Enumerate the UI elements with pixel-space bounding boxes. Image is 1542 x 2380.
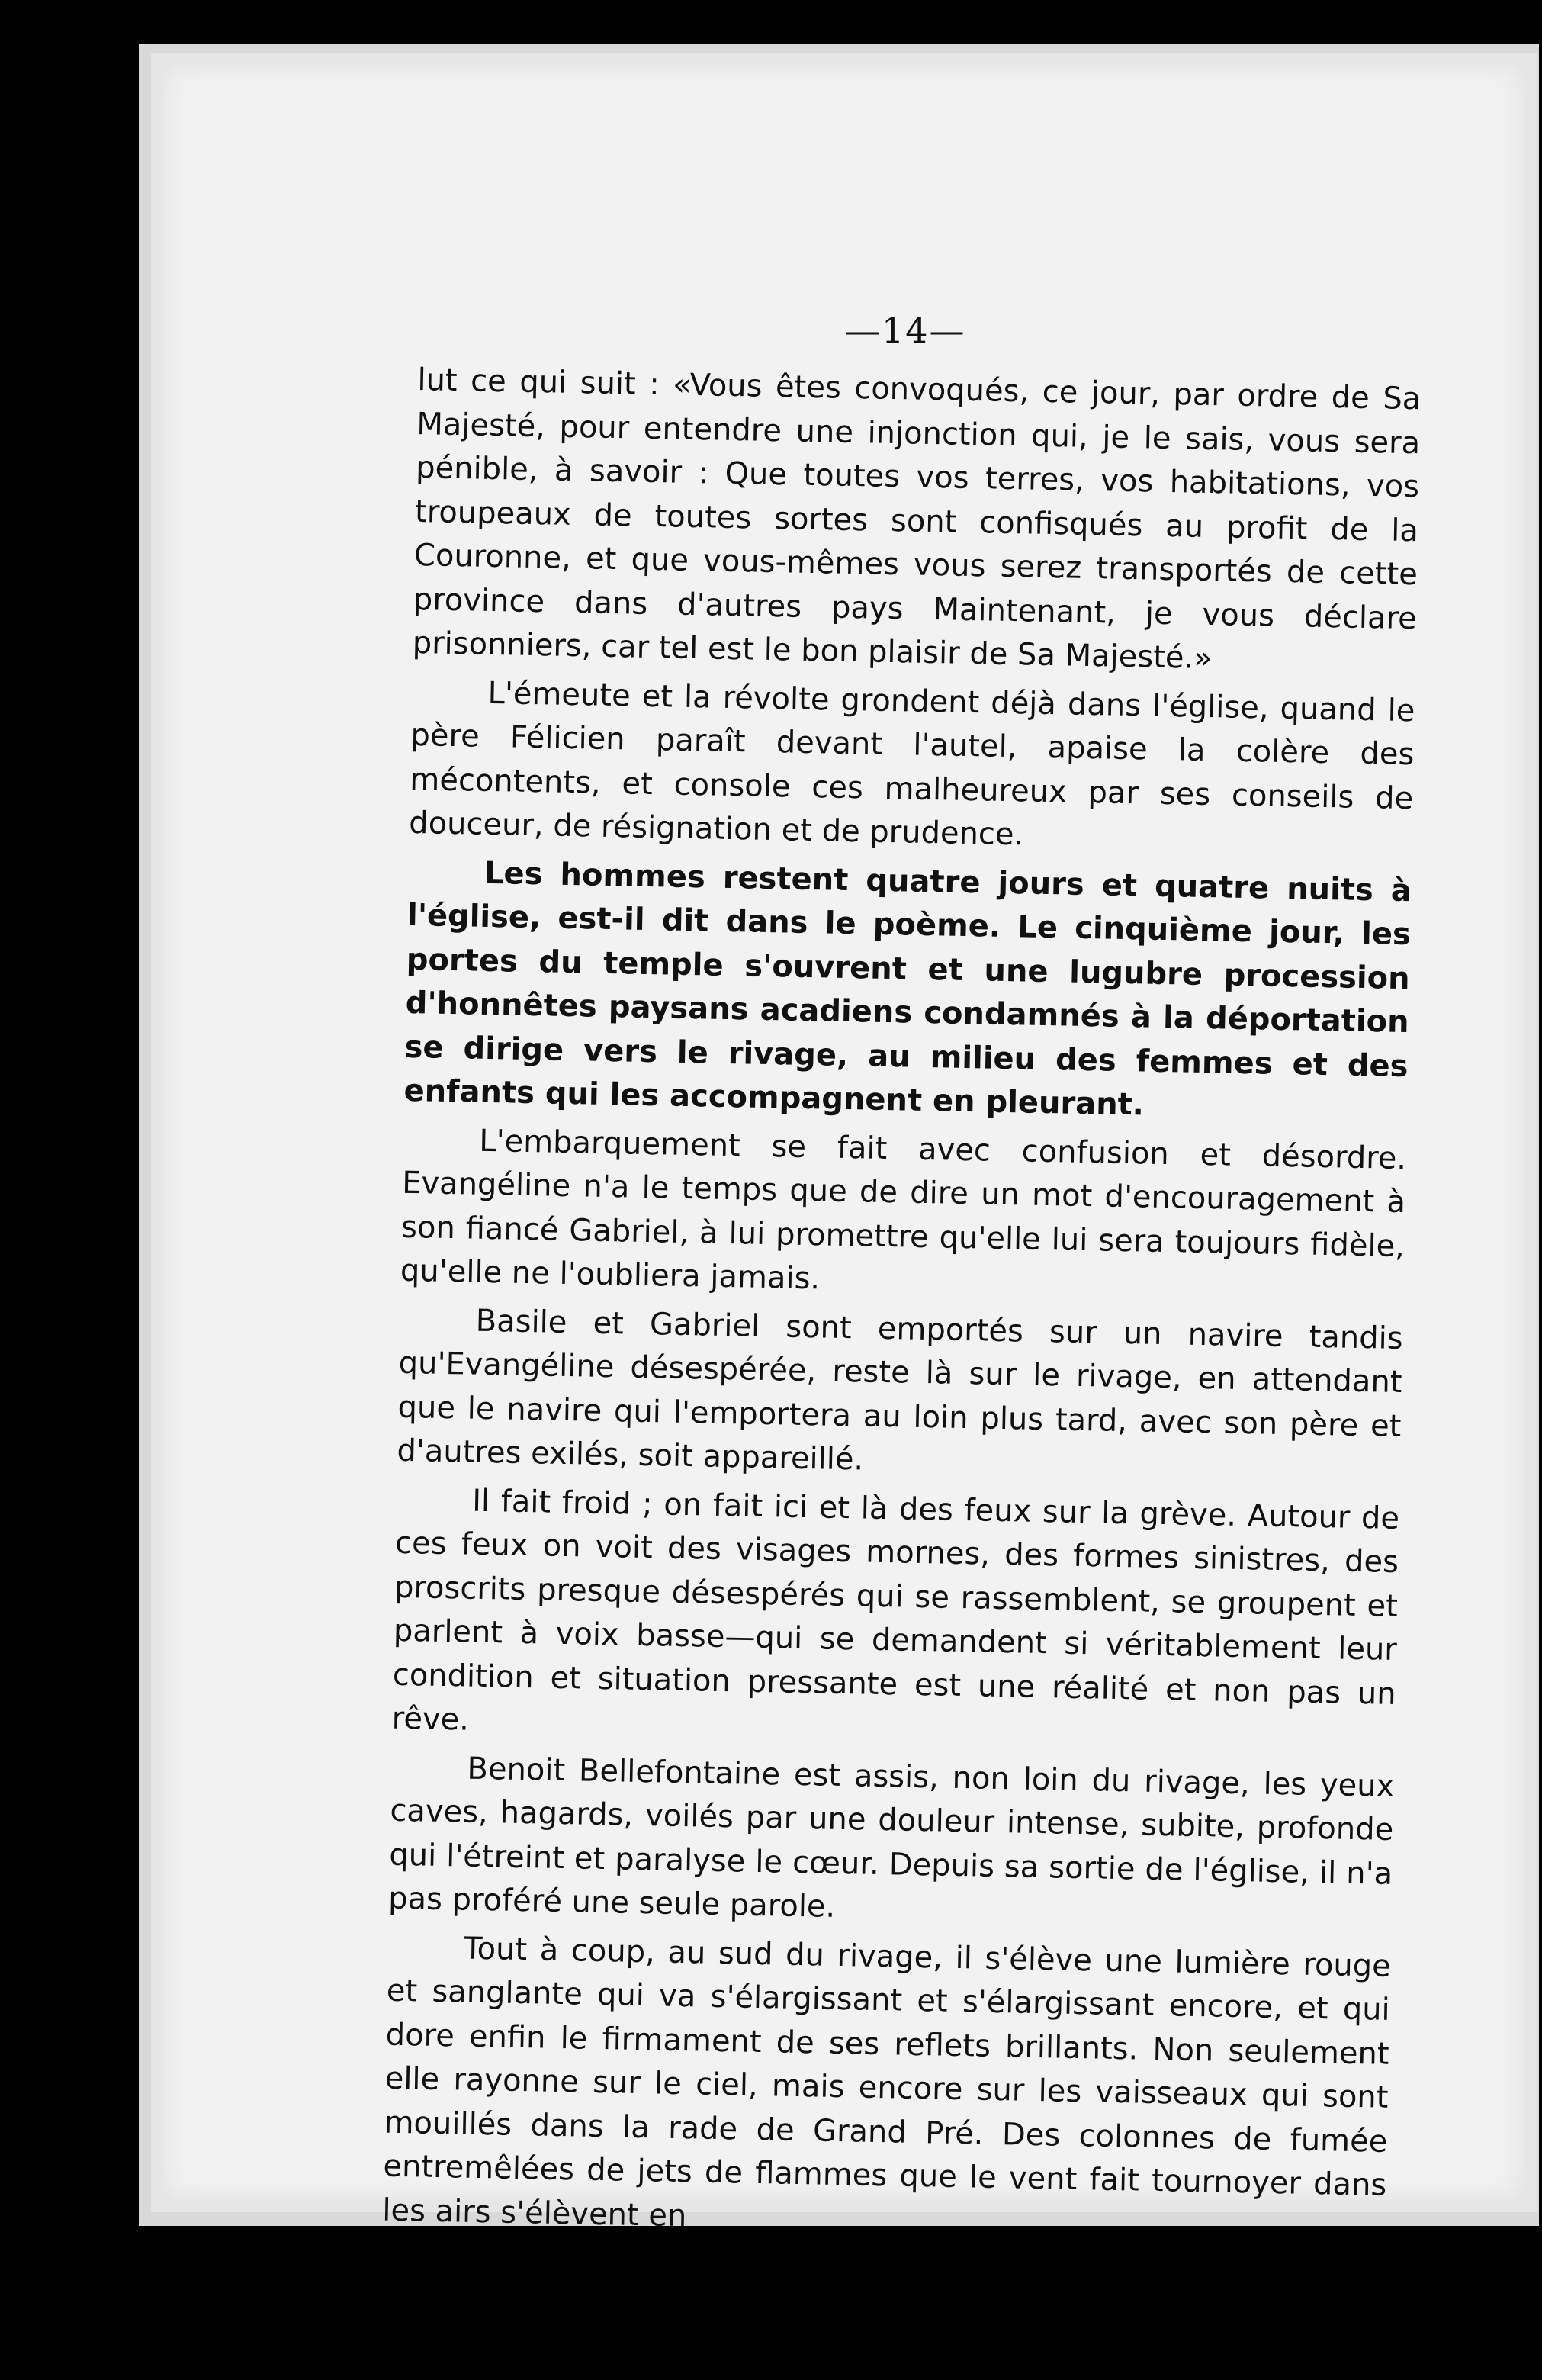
paragraph-1: lut ce qui suit : «Vous êtes convoqués, ce jour, par ordre de Sa Majesté, pour entendre une injonction qui, je le sais, vous sera pénible, à savoir : Que toutes vos terres, vos habitations, vos troupeaux de toutes sortes sont confisqués au profit de la Couronne, et que vous-mêmes vous serez transportés de cette province dans d'autres pays Maintenant, je vous déclare prisonniers, car tel est le bon plaisir de Sa Majesté.» [412, 362, 1422, 677]
paragraph-6: Il fait froid ; on fait ici et là des feux sur la grève. Autour de ces feux on voit des visages mornes, des formes sinistres, des proscrits presque désespérés qui se rassemblent, se groupent et parlent à voix basse—qui se demandent si véritablement leur condition et situation pressante est une réalité et non pas un rêve. [391, 1483, 1400, 1738]
paragraph-3: Les hommes restent quatre jours et quatre nuits à l'église, est-il dit dans le poème. Le cinquième jour, les portes du temple s'ouvrent et une lugubre procession d'honnêtes paysans acadiens condamnés à la déportation se dirige vers le rivage, au milieu des femmes et des enfants qui les accompagnent en pleurant. [403, 855, 1412, 1123]
paragraph-2: L'émeute et la révolte grondent déjà dans l'église, quand le père Félicien paraît devant l'autel, apaise la colère des mécontents, et console ces malheureux par ses conseils de douceur, de résignation et de prudence. [408, 675, 1415, 853]
body-text [382, 359, 1422, 2256]
paragraph-5: Basile et Gabriel sont emportés sur un navire tandis qu'Evangéline désespérée, reste là sur le rivage, en attendant que le navire qui l'emportera au loin plus tard, avec son père et d'autres exilés, soit appareillé. [397, 1303, 1404, 1478]
paragraph-7: Benoit Bellefontaine est assis, non loin du rivage, les yeux caves, hagards, voilés par une douleur intense, subite, profonde qui l'étreint et paralyse le cœur. Depuis sa sortie de l'église, il n'a pas proféré une seule parole. [387, 1751, 1395, 1925]
paragraph-4: L'embarquement se fait avec confusion et désordre. Evangéline n'a le temps que de dire un mot d'encouragement à son fiancé Gabriel, à lui promettre qu'elle lui sera toujours fidèle, qu'elle ne l'oubliera jamais. [400, 1123, 1407, 1297]
paragraph-8: Tout à coup, au sud du rivage, il s'élève une lumière rouge et sanglante qui va s'élargissant et s'élargissant encore, et qui dore enfin le firmament de ses reflets brillants. Non seulement elle rayonne sur le ciel, mais encore sur les vaisseaux qui sont mouillés dans la rade de Grand Pré. Des colonnes de fumée entremêlées de jets de flammes que le vent fait tournoyer dans les airs s'élèvent en [381, 1931, 1392, 2234]
page-number: —14— [845, 310, 966, 351]
